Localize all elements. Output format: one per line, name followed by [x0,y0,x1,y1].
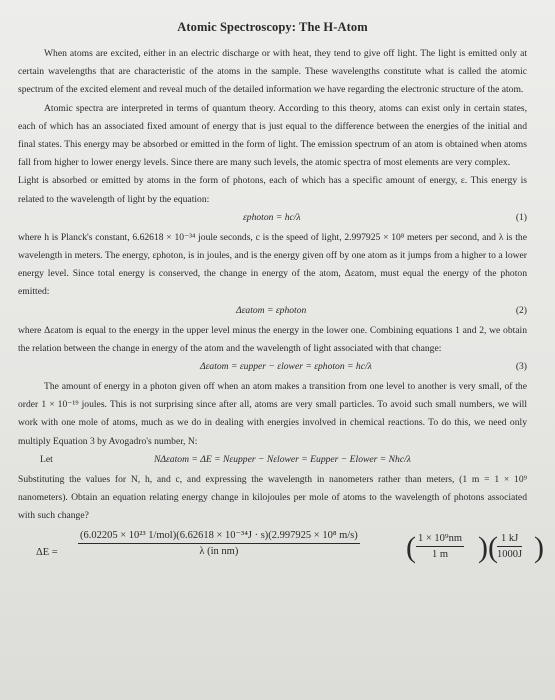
paragraph-avogadro: The amount of energy in a photon given off when an atom makes a transition from one level to another is very small, of the order 1 × 10⁻¹⁹ joules. This is not surprising since after all, atoms are very small particles. To avoid such small numbers, we will work with one mole of atoms, much as we do in dealing with energies involved in chemical reactions. To do this, we need only multiply Equation 3 by Avogadro's number, N: [18,381,527,447]
page-title: Atomic Spectroscopy: The H-Atom [177,20,368,34]
equation-3-expression: Δεatom = εupper − εlower = εphoton = hc/λ [200,361,372,373]
final-equation-denominator: λ (in nm) [199,546,239,558]
conversion-kj-fraction [497,533,522,560]
equation-1-expression: εphoton = hc/λ [243,211,301,223]
equation-3-number: (3) [515,361,527,373]
paragraph-intro: When atoms are excited, either in an electric discharge or with heat, they tend to give off light. The light is emitted only at certain wavelengths that are characteristic of the atoms in the sample. These wavelengths constitute what is called the atomic spectrum of the excited element and reveal much of the detailed information we have regarding the electronic structure of the atom. [18,48,527,96]
conversion-nm-numerator: 1 × 10⁹nm [418,533,462,545]
equation-1-number: (1) [515,211,527,223]
equation-3 [18,358,527,378]
equation-4 [18,451,527,471]
paragraph-combining-equations: where Δεatom is equal to the energy in the upper level minus the energy in the lower one. Combining equations 1 and 2, we obtain the relation between the change in energy of the atom and the wavelength of light associated with that change: [18,324,527,354]
equation-4-expression: NΔεatom = ΔE = Nεupper − Nεlower = Eupper − Elower = Nhc/λ [154,453,411,465]
final-equation-main-fraction [78,529,360,557]
equation-2-number: (2) [515,304,527,316]
paragraph-planck-constant: where h is Planck's constant, 6.62618 × 10⁻³⁴ joule seconds, c is the speed of light, 2.997925 × 10⁸ meters per second, and λ is the wavelength in meters. The energy, εphoton, is in joules, and is the energy given off by one atom as it jumps from a higher to a lower energy level. Since total energy is conserved, the change in energy of the atom, Δεatom, must equal the energy of the photon emitted: [18,231,527,298]
conversion-nm-denominator: 1 m [431,549,449,561]
let-label: Let [40,453,53,465]
equation-2-expression: Δεatom = εphoton [236,304,307,316]
paragraph-question: Substituting the values for N, h, and c, and expressing the wavelength in nanometers rather than meters, (1 m = 1 × 10⁹ nanometers). Obtain an equation relating energy change in kilojoules per mole of atoms to the wavelength of photons associated with such change? [18,473,527,522]
equation-2 [18,302,527,322]
paragraph-quantum-theory: Atomic spectra are interpreted in terms of quantum theory. According to this theory, atoms can exist only in certain states, each of which has an associated fixed amount of energy that is just equal to the difference between the energies of the initial and final states. This energy may be absorbed or emitted in the form of light. The emission spectrum of an atom is obtained when atoms fall from higher to lower energy levels. Since there are many such levels, the atomic spectra of most elements are very complex. [18,102,527,169]
conversion-nm-fraction [416,533,464,560]
final-equation-lhs: ΔE = [36,547,58,559]
paragraph-photon-energy: Light is absorbed or emitted by atoms in the form of photons, each of which has a specific amount of energy, ε. This energy is related to the wavelength of light by the equation: [18,175,527,205]
conversion-kj-denominator: 1000J [497,549,523,561]
final-equation: ΔE = (6.02205 × 10²³ 1/mol)(6.62618 × 10⁻³⁴J · s)(2.997925 × 10⁸ m/s) λ (in nm) ( 1 × 10⁹nm 1 m ) ( 1 kJ 1000J ) [36,530,544,565]
equation-1 [18,209,527,229]
final-equation-numerator: (6.02205 × 10²³ 1/mol)(6.62618 × 10⁻³⁴J · s)(2.997925 × 10⁸ m/s) [80,530,358,542]
conversion-kj-numerator: 1 kJ [500,533,519,545]
